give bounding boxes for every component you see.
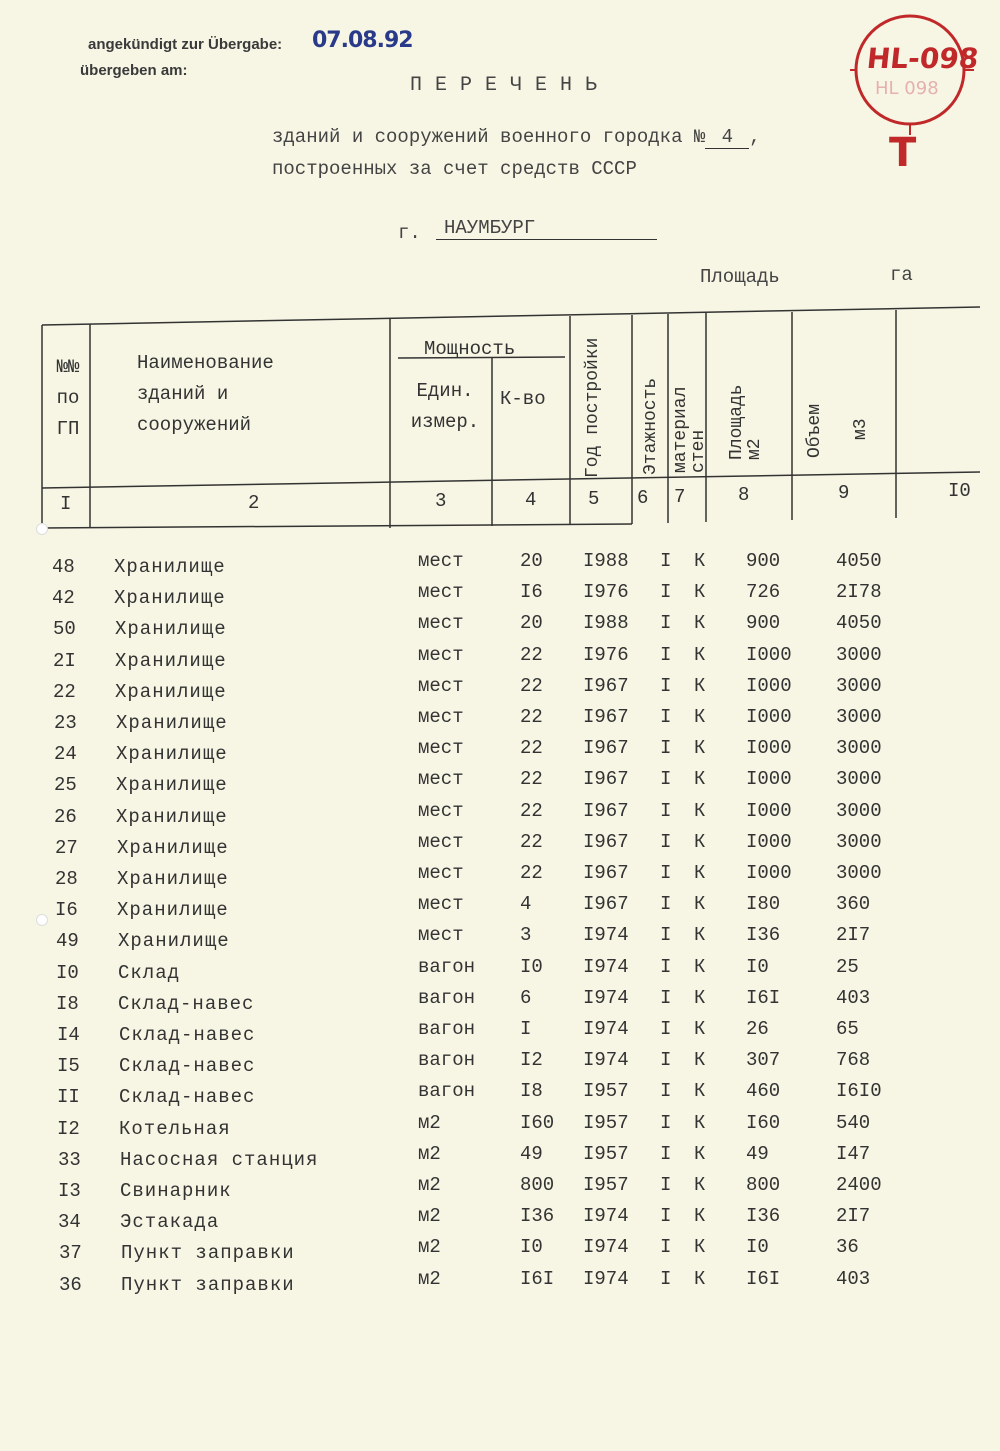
row-material: К	[694, 1142, 706, 1165]
row-unit: мест	[418, 581, 464, 604]
row-qty: 22	[520, 643, 543, 666]
header-name: Наименование зданий и сооружений	[137, 352, 274, 436]
row-name: Хранилище	[116, 805, 228, 828]
row-material: К	[694, 1049, 706, 1072]
table-row	[0, 737, 1000, 768]
row-area: 726	[746, 581, 781, 604]
row-volume: 360	[836, 893, 871, 916]
row-area: 26	[746, 1018, 769, 1040]
row-material: К	[694, 799, 706, 822]
table-row	[0, 550, 1000, 581]
row-area: I60	[746, 1111, 781, 1134]
row-material: К	[694, 737, 706, 760]
row-material: К	[694, 830, 706, 853]
table-row	[0, 800, 1000, 831]
table-row	[0, 1174, 1000, 1205]
column-number: 8	[738, 484, 750, 506]
row-floors: I	[660, 1174, 672, 1196]
row-qty: 800	[520, 1174, 555, 1196]
row-unit: м2	[418, 1267, 441, 1290]
city-name: НАУМБУРГ	[436, 217, 657, 240]
row-qty: 22	[520, 862, 543, 884]
row-year: I974	[583, 1205, 629, 1228]
row-name: Хранилище	[116, 712, 228, 734]
row-floors: I	[660, 986, 672, 1009]
row-unit: вагон	[418, 1080, 476, 1103]
row-area: I6I	[746, 1267, 781, 1290]
table-row	[0, 768, 1000, 799]
row-number: 37	[59, 1242, 82, 1265]
row-floors: I	[660, 737, 672, 760]
row-unit: мест	[418, 924, 464, 947]
row-year: I957	[583, 1142, 629, 1165]
row-year: I967	[583, 706, 629, 728]
stamp-code-shadow: HL 098	[875, 78, 939, 99]
handed-over-label: übergeben am:	[80, 62, 188, 79]
row-area: I0	[746, 955, 769, 978]
table-row	[0, 1205, 1000, 1236]
row-year: I957	[583, 1080, 629, 1103]
row-year: I974	[583, 1049, 629, 1072]
row-area: 900	[746, 612, 781, 635]
table-row	[0, 644, 1000, 675]
table-row	[0, 1049, 1000, 1080]
row-material: К	[694, 550, 706, 572]
table-row	[0, 1018, 1000, 1049]
row-floors: I	[660, 955, 672, 978]
row-volume: I6I0	[836, 1080, 882, 1103]
row-volume: 3000	[836, 674, 882, 697]
column-number: 7	[674, 486, 686, 508]
column-number: 2	[248, 492, 260, 514]
row-year: I957	[583, 1111, 629, 1134]
table-row	[0, 893, 1000, 924]
area-label: Площадь	[700, 266, 780, 288]
row-floors: I	[660, 550, 672, 572]
row-material: К	[694, 924, 706, 947]
table-row	[0, 1236, 1000, 1267]
column-number: 9	[838, 482, 850, 504]
announced-date: 07.08.92	[312, 28, 413, 53]
row-name: Свинарник	[120, 1180, 232, 1202]
table-row	[0, 675, 1000, 706]
column-number: 3	[435, 490, 447, 512]
row-unit: мест	[418, 550, 464, 572]
row-floors: I	[660, 1267, 672, 1290]
row-material: К	[694, 1080, 706, 1103]
column-number: 4	[525, 489, 537, 511]
table-row	[0, 1143, 1000, 1174]
row-floors: I	[660, 1018, 672, 1040]
table-row	[0, 706, 1000, 737]
row-number: I6	[55, 899, 78, 922]
row-unit: мест	[418, 830, 464, 853]
row-volume: 540	[836, 1111, 871, 1134]
row-material: К	[694, 955, 706, 978]
row-name: Хранилище	[116, 743, 228, 766]
row-qty: 20	[520, 612, 543, 635]
row-floors: I	[660, 1049, 672, 1072]
row-year: I974	[583, 1267, 629, 1290]
row-material: К	[694, 1111, 706, 1134]
row-number: I8	[56, 992, 79, 1015]
row-floors: I	[660, 862, 672, 884]
row-area: I000	[746, 768, 792, 791]
row-number: I4	[57, 1024, 80, 1046]
column-number: I	[60, 493, 72, 515]
row-unit: мест	[418, 768, 464, 791]
row-qty: I0	[520, 1236, 543, 1259]
row-volume: 2I7	[836, 924, 871, 947]
row-name: Склад	[118, 961, 181, 984]
row-year: I974	[583, 1018, 629, 1040]
row-year: I988	[583, 550, 629, 572]
column-number: I0	[948, 480, 971, 502]
row-area: I80	[746, 893, 781, 916]
row-floors: I	[660, 581, 672, 604]
row-volume: 2400	[836, 1174, 882, 1196]
row-year: I988	[583, 612, 629, 635]
row-number: 27	[55, 836, 78, 859]
row-number: 50	[53, 618, 76, 641]
row-volume: 25	[836, 955, 859, 978]
row-material: К	[694, 768, 706, 791]
row-unit: вагон	[418, 1018, 476, 1040]
row-unit: мест	[418, 862, 464, 884]
row-number: 28	[55, 868, 78, 890]
row-material: К	[694, 893, 706, 916]
row-number: 33	[58, 1148, 81, 1171]
row-name: Склад-навес	[119, 1086, 256, 1109]
row-volume: 3000	[836, 768, 882, 791]
row-qty: 22	[520, 706, 543, 728]
row-number: 42	[52, 587, 75, 610]
stamp-letter: Т	[889, 130, 917, 176]
row-unit: вагон	[418, 986, 476, 1009]
row-year: I974	[583, 986, 629, 1009]
row-unit: мест	[418, 706, 464, 728]
table-row	[0, 924, 1000, 955]
table-row	[0, 956, 1000, 987]
table-row	[0, 1080, 1000, 1111]
header-qty: К-во	[500, 388, 546, 410]
row-material: К	[694, 1267, 706, 1290]
row-volume: 65	[836, 1018, 859, 1040]
header-year: Год постройки	[583, 337, 603, 478]
row-name: Хранилище	[115, 680, 227, 703]
row-material: К	[694, 1236, 706, 1259]
row-number: 23	[54, 712, 77, 734]
table-row	[0, 612, 1000, 643]
row-number: 26	[54, 805, 77, 828]
row-unit: м2	[418, 1142, 441, 1165]
row-qty: I2	[520, 1049, 543, 1072]
row-name: Котельная	[119, 1117, 231, 1140]
column-number: 6	[637, 487, 649, 509]
row-number: I2	[57, 1117, 80, 1140]
row-name: Склад-навес	[118, 992, 255, 1015]
row-year: I967	[583, 768, 629, 791]
row-name: Хранилище	[114, 587, 226, 610]
row-unit: мест	[418, 799, 464, 822]
row-qty: I0	[520, 955, 543, 978]
row-year: I967	[583, 737, 629, 760]
row-floors: I	[660, 830, 672, 853]
row-name: Пункт заправки	[121, 1242, 295, 1265]
row-qty: 22	[520, 830, 543, 853]
row-qty: I36	[520, 1205, 555, 1228]
row-volume: 768	[836, 1049, 871, 1072]
row-volume: 3000	[836, 643, 882, 666]
row-material: К	[694, 612, 706, 635]
row-floors: I	[660, 1236, 672, 1259]
row-name: Хранилище	[118, 930, 230, 953]
punch-hole-bottom	[36, 914, 48, 926]
row-year: I967	[583, 799, 629, 822]
table-row	[0, 987, 1000, 1018]
stamp-code: HL-098	[865, 42, 981, 75]
row-volume: 4050	[836, 550, 882, 572]
row-qty: 4	[520, 893, 532, 916]
row-unit: вагон	[418, 955, 476, 978]
row-name: Хранилище	[117, 899, 229, 922]
row-area: I0	[746, 1236, 769, 1259]
header-volume-label: Объем	[805, 403, 825, 458]
row-name: Хранилище	[117, 836, 229, 859]
row-area: I000	[746, 643, 792, 666]
announced-label: angekündigt zur Übergabe:	[88, 36, 283, 53]
row-floors: I	[660, 924, 672, 947]
row-name: Хранилище	[117, 868, 229, 890]
row-area: I000	[746, 799, 792, 822]
row-floors: I	[660, 706, 672, 728]
table-row	[0, 1268, 1000, 1299]
row-year: I974	[583, 924, 629, 947]
title-line-2: построенных за счет средств СССР	[272, 158, 637, 180]
row-name: Хранилище	[115, 618, 227, 641]
row-year: I967	[583, 893, 629, 916]
row-year: I967	[583, 674, 629, 697]
row-year: I976	[583, 581, 629, 604]
row-material: К	[694, 643, 706, 666]
row-unit: мест	[418, 893, 464, 916]
row-area: I000	[746, 706, 792, 728]
row-qty: 6	[520, 986, 532, 1009]
row-name: Хранилище	[114, 556, 226, 578]
punch-hole-top	[36, 523, 48, 535]
row-volume: I47	[836, 1142, 871, 1165]
row-floors: I	[660, 893, 672, 916]
row-year: I974	[583, 1236, 629, 1259]
table-row	[0, 831, 1000, 862]
row-unit: м2	[418, 1174, 441, 1196]
row-volume: 4050	[836, 612, 882, 635]
row-material: К	[694, 986, 706, 1009]
row-material: К	[694, 1174, 706, 1196]
row-unit: м2	[418, 1205, 441, 1228]
row-qty: 22	[520, 674, 543, 697]
row-number: I3	[58, 1180, 81, 1202]
row-qty: 22	[520, 737, 543, 760]
row-volume: 403	[836, 1267, 871, 1290]
row-area: I36	[746, 924, 781, 947]
row-qty: 49	[520, 1142, 543, 1165]
row-number: II	[57, 1086, 80, 1109]
row-name: Эстакада	[120, 1211, 220, 1234]
row-year: I967	[583, 830, 629, 853]
document-title: ПЕРЕЧЕНЬ	[410, 74, 611, 97]
row-name: Хранилище	[116, 774, 228, 797]
row-floors: I	[660, 799, 672, 822]
header-capacity: Мощность	[424, 338, 516, 360]
row-volume: 2I78	[836, 581, 882, 604]
row-material: К	[694, 674, 706, 697]
row-qty: I	[520, 1018, 532, 1040]
row-floors: I	[660, 643, 672, 666]
row-qty: 20	[520, 550, 543, 572]
row-area: 307	[746, 1049, 781, 1072]
header-num: №№ по ГП	[56, 356, 80, 440]
row-number: 25	[54, 774, 77, 797]
row-number: 24	[54, 743, 77, 766]
row-material: К	[694, 862, 706, 884]
row-area: I6I	[746, 986, 781, 1009]
row-year: I974	[583, 955, 629, 978]
row-number: 36	[59, 1273, 82, 1296]
row-name: Хранилище	[115, 649, 227, 672]
title-line-1-prefix: зданий и сооружений военного городка №	[272, 126, 706, 148]
row-area: I36	[746, 1205, 781, 1228]
row-material: К	[694, 1018, 706, 1040]
row-unit: м2	[418, 1236, 441, 1259]
row-qty: I6	[520, 581, 543, 604]
row-area: I000	[746, 737, 792, 760]
table-row	[0, 581, 1000, 612]
row-area: 800	[746, 1174, 781, 1196]
row-floors: I	[660, 768, 672, 791]
table-row	[0, 862, 1000, 893]
row-year: I957	[583, 1174, 629, 1196]
row-name: Склад-навес	[119, 1024, 256, 1046]
row-unit: вагон	[418, 1049, 476, 1072]
row-qty: 3	[520, 924, 532, 947]
row-name: Пункт заправки	[121, 1273, 295, 1296]
row-unit: мест	[418, 612, 464, 635]
row-unit: мест	[418, 737, 464, 760]
row-number: 49	[56, 930, 79, 953]
area-unit: га	[890, 264, 913, 286]
row-material: К	[694, 581, 706, 604]
header-unit: Един. измер.	[410, 380, 480, 433]
row-unit: м2	[418, 1111, 441, 1134]
row-unit: мест	[418, 643, 464, 666]
row-unit: мест	[418, 674, 464, 697]
row-area: I000	[746, 830, 792, 853]
row-number: 34	[58, 1211, 81, 1234]
row-material: К	[694, 1205, 706, 1228]
table-row	[0, 1112, 1000, 1143]
row-volume: 36	[836, 1236, 859, 1259]
header-material: материал стен	[671, 386, 709, 473]
row-volume: 3000	[836, 799, 882, 822]
row-area: 900	[746, 550, 781, 572]
title-line-1-suffix: ,	[749, 126, 761, 148]
town-number: 4	[705, 126, 749, 149]
column-number: 5	[588, 488, 600, 510]
header-floors: Этажность	[641, 377, 661, 475]
row-floors: I	[660, 1142, 672, 1165]
row-floors: I	[660, 1080, 672, 1103]
row-qty: 22	[520, 768, 543, 791]
row-volume: 403	[836, 986, 871, 1009]
header-area: Площадь м2	[727, 384, 765, 460]
row-area: I000	[746, 862, 792, 884]
row-area: 49	[746, 1142, 769, 1165]
row-year: I967	[583, 862, 629, 884]
row-volume: 3000	[836, 830, 882, 853]
row-volume: 3000	[836, 737, 882, 760]
row-volume: 3000	[836, 862, 882, 884]
city-prefix: г.	[398, 222, 421, 244]
row-area: I000	[746, 674, 792, 697]
table-header-grid	[0, 0, 1000, 540]
row-name: Склад-навес	[119, 1055, 256, 1078]
row-number: 22	[53, 680, 76, 703]
row-floors: I	[660, 1111, 672, 1134]
row-name: Насосная станция	[120, 1148, 319, 1171]
row-qty: I60	[520, 1111, 555, 1134]
row-qty: I6I	[520, 1267, 555, 1290]
row-floors: I	[660, 1205, 672, 1228]
row-number: I0	[56, 961, 79, 984]
row-qty: 22	[520, 799, 543, 822]
row-floors: I	[660, 674, 672, 697]
row-number: 2I	[53, 649, 76, 672]
row-year: I976	[583, 643, 629, 666]
row-area: 460	[746, 1080, 781, 1103]
row-number: I5	[57, 1055, 80, 1078]
row-number: 48	[52, 556, 75, 578]
row-volume: 3000	[836, 706, 882, 728]
row-qty: I8	[520, 1080, 543, 1103]
row-floors: I	[660, 612, 672, 635]
header-volume-unit: м3	[851, 418, 871, 440]
row-material: К	[694, 706, 706, 728]
row-volume: 2I7	[836, 1205, 871, 1228]
